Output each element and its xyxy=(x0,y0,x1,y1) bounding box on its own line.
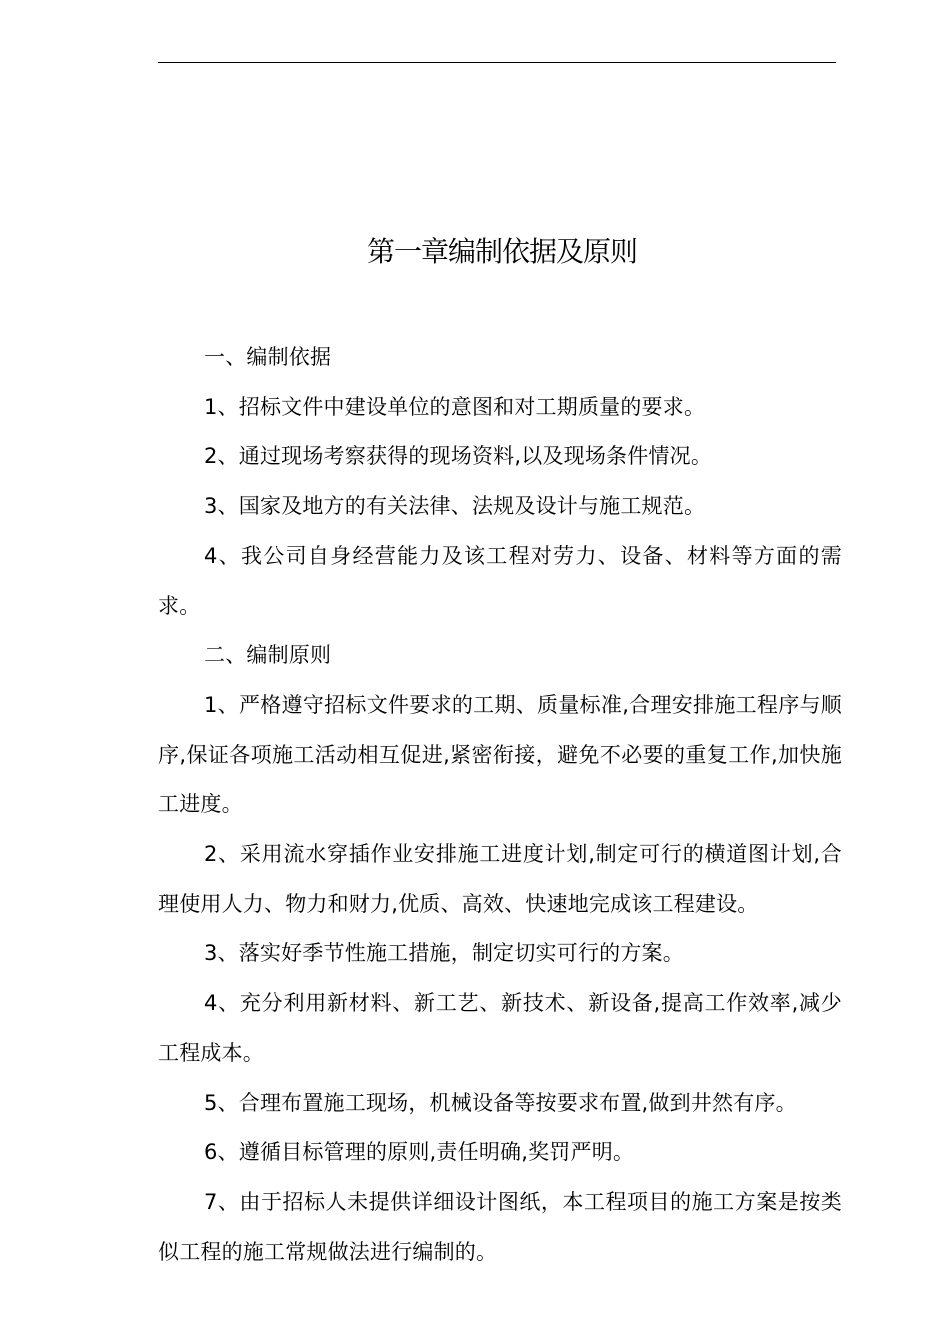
basis-item-2: 2、通过现场考察获得的现场资料,以及现场条件情况。 xyxy=(204,444,713,469)
principle-item-1: 1、严格遵守招标文件要求的工期、质量标准,合理安排施工程序与顺序,保证各项施工活动相互促进,紧密衔接，避免不必要的重复工作,加快施工进度。 xyxy=(158,692,842,817)
header-rule xyxy=(158,62,836,63)
section-heading-principles: 二、编制原则 xyxy=(204,643,332,668)
basis-item-1: 1、招标文件中建设单位的意图和对工期质量的要求。 xyxy=(204,394,706,419)
document-body xyxy=(158,333,842,1277)
basis-item-4: 4、我公司自身经营能力及该工程对劳力、设备、材料等方面的需求。 xyxy=(158,543,842,618)
chapter-title: 第一章编制依据及原则 xyxy=(366,235,637,268)
principle-item-4: 4、充分利用新材料、新工艺、新技术、新设备,提高工作效率,减少工程成本。 xyxy=(158,991,842,1065)
principle-item-6: 6、遵循目标管理的原则,责任明确,奖罚严明。 xyxy=(204,1140,635,1165)
section-heading-basis: 一、编制依据 xyxy=(204,345,332,369)
basis-item-3: 3、国家及地方的有关法律、法规及设计与施工规范。 xyxy=(204,494,706,519)
principle-item-3: 3、落实好季节性施工措施，制定切实可行的方案。 xyxy=(204,941,684,966)
principle-item-2: 2、采用流水穿插作业安排施工进度计划,制定可行的横道图计划,合理使用人力、物力和财力,优质、高效、快速地完成该工程建设。 xyxy=(158,842,842,916)
principle-item-5: 5、合理布置施工现场，机械设备等按要求布置,做到井然有序。 xyxy=(204,1090,797,1115)
principle-item-7: 7、由于招标人未提供详细设计图纸，本工程项目的施工方案是按类似工程的施工常规做法进行编制的。 xyxy=(158,1189,842,1264)
